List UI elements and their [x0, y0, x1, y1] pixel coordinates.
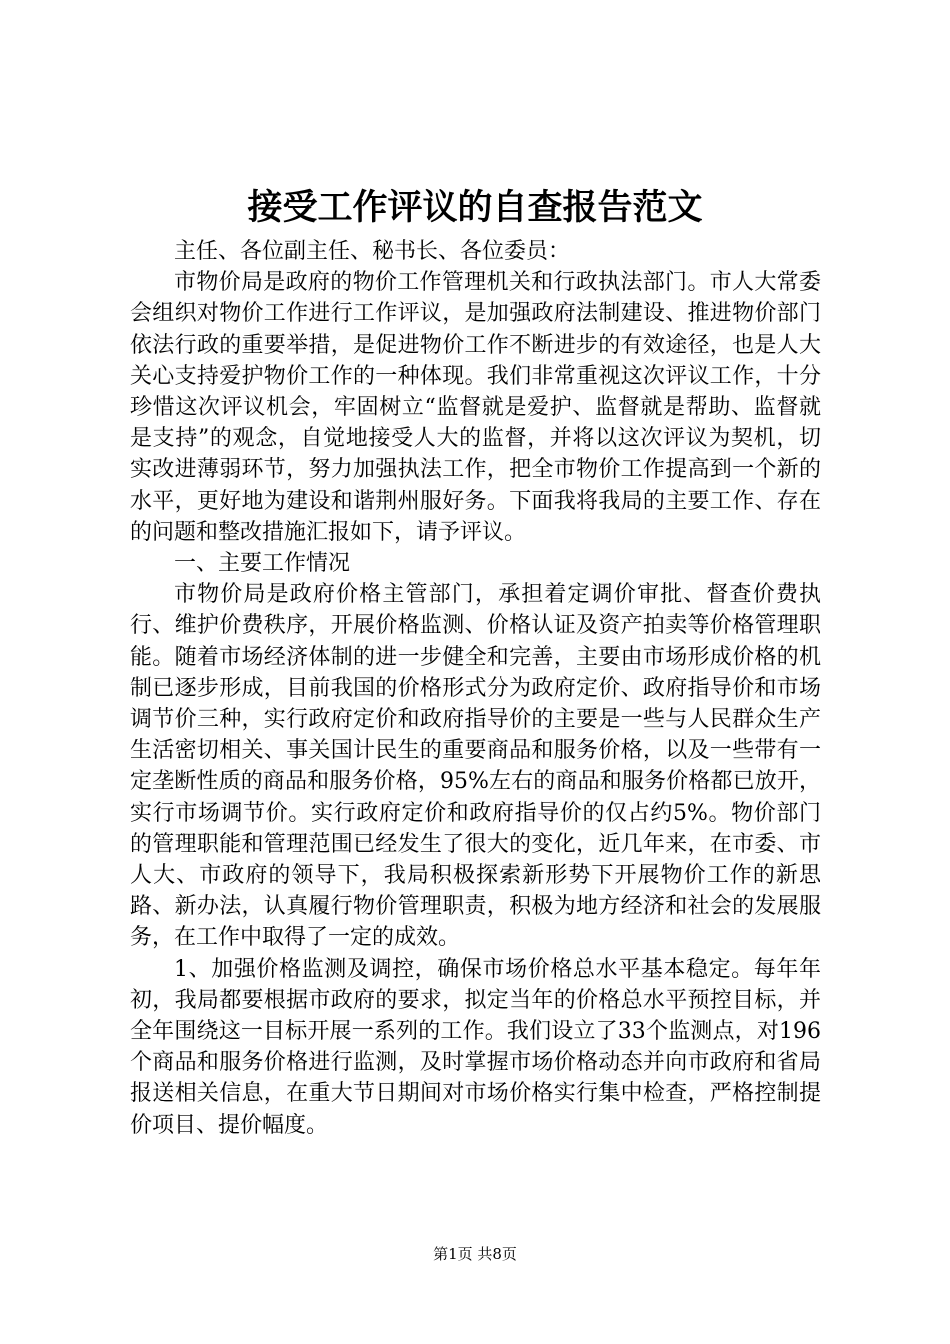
document-body: [130, 236, 821, 1141]
intro-paragraph: 市物价局是政府的物价工作管理机关和行政执法部门。市人大常委会组织对物价工作进行工作评议，是加强政府法制建设、推进物价部门依法行政的重要举措，是促进物价工作不断进步的有效途径，也是人大关心支持爱护物价工作的一种体现。我们非常重视这次评议工作，十分珍惜这次评议机会，牢固树立“监督就是爱护、监督就是帮助、监督就是支持”的观念，自觉地接受人大的监督，并将以这次评议为契机，切实改进薄弱环节，努力加强执法工作，把全市物价工作提高到一个新的水平，更好地为建设和谐荆州服好务。下面我将我局的主要工作、存在的问题和整改措施汇报如下，请予评议。: [130, 270, 821, 545]
document-title: 接受工作评议的自查报告范文: [247, 187, 703, 228]
body-paragraph: 1、加强价格监测及调控，确保市场价格总水平基本稳定。每年年初，我局都要根据市政府的要求，拟定当年的价格总水平预控目标，并全年围绕这一目标开展一系列的工作。我们设立了33个监测点，对196个商品和服务价格进行监测，及时掌握市场价格动态并向市政府和省局报送相关信息，在重大节日期间对市场价格实行集中检查，严格控制提价项目、提价幅度。: [130, 956, 821, 1138]
body-paragraph: 市物价局是政府价格主管部门，承担着定调价审批、督查价费执行、维护价费秩序，开展价格监测、价格认证及资产拍卖等价格管理职能。随着市场经济体制的进一步健全和完善，主要由市场形成价格的机制已逐步形成，目前我国的价格形式分为政府定价、政府指导价和市场调节价三种，实行政府定价和政府指导价的主要是一些与人民群众生产生活密切相关、事关国计民生的重要商品和服务价格，以及一些带有一定垄断性质的商品和服务价格，95%左右的商品和服务价格都已放开，实行市场调节价。实行政府定价和政府指导价的仅占约5%。物价部门的管理职能和管理范围已经发生了很大的变化，近几年来，在市委、市人大、市政府的领导下，我局积极探索新形势下开展物价工作的新思路、新办法，认真履行物价管理职责，积极为地方经济和社会的发展服务，在工作中取得了一定的成效。: [130, 582, 821, 951]
section-heading: 一、主要工作情况: [174, 551, 351, 577]
salutation-paragraph: 主任、各位副主任、秘书长、各位委员：: [174, 239, 571, 264]
page-footer: 第1页 共8页: [433, 1245, 517, 1263]
